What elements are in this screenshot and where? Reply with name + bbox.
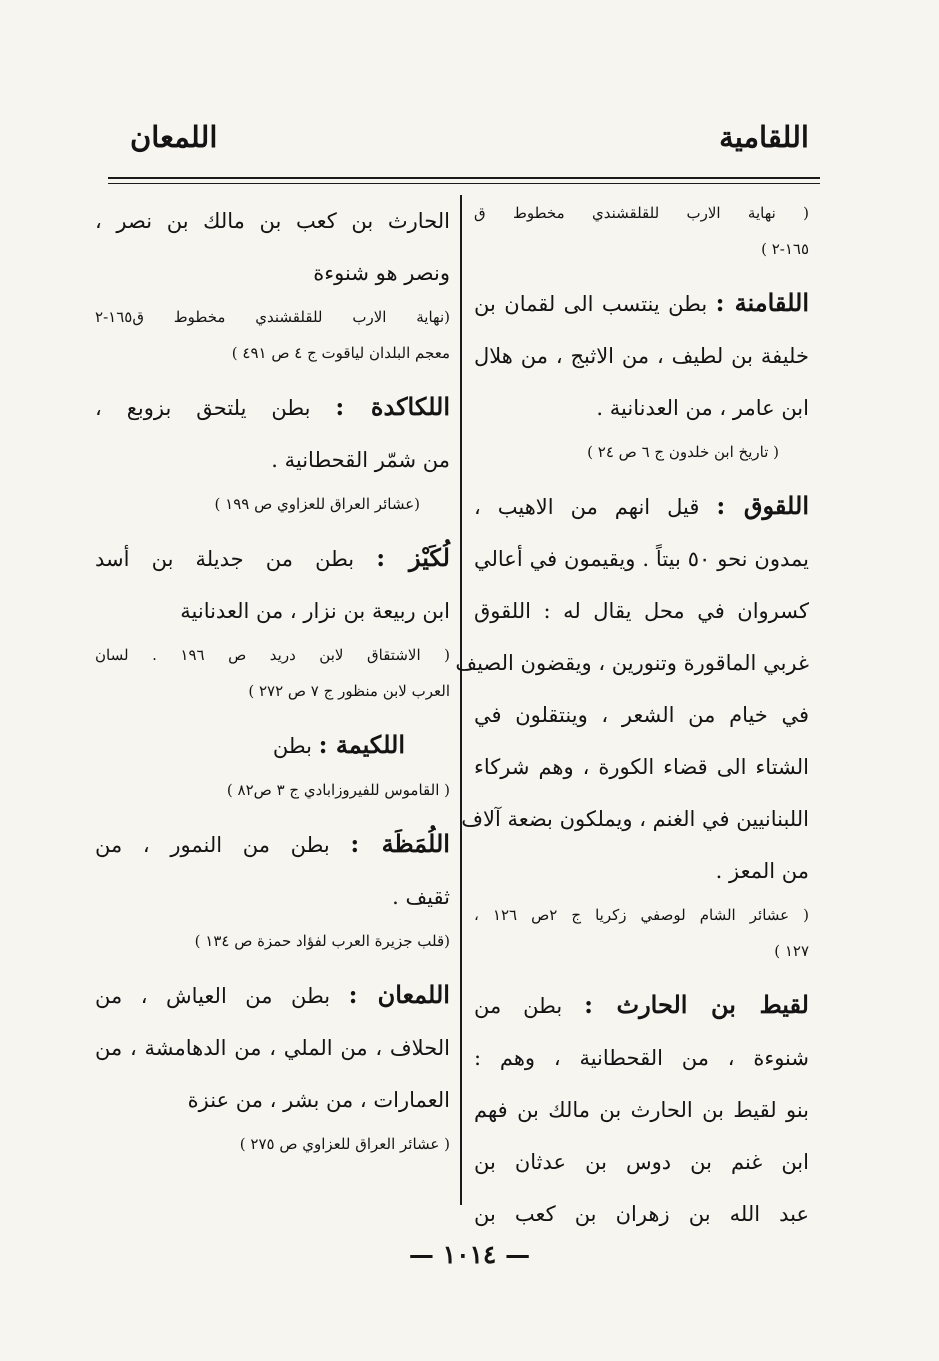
- entry-luqamna: [474, 277, 809, 470]
- entry-line: ونصر هو شنوءة: [313, 261, 450, 285]
- entry-lukayz: [95, 532, 450, 709]
- entry-line: عبد الله بن زهران بن كعب بن: [474, 1202, 809, 1226]
- entry-line: ابن غنم بن دوس بن عدثان بن: [474, 1150, 809, 1174]
- entry-line: بطن: [272, 734, 312, 758]
- entry-head: اللكيمة :: [318, 730, 405, 759]
- entry-line: الحلاف ، من الملي ، من الدهامشة ، من: [95, 1036, 450, 1060]
- source-line: (قلب جزيرة العرب لفؤاد حمزة ص ١٣٤ ): [194, 932, 450, 950]
- entry-line: شنوءة ، من القحطانية ، وهم :: [474, 1046, 809, 1070]
- entry-line: بطن من النمور ، من: [95, 833, 330, 857]
- entry-lamaan: [95, 969, 450, 1162]
- entry-head: اللمعان :: [348, 980, 450, 1009]
- entry-line: بطن يلتحق بزوبع ،: [95, 396, 311, 420]
- entry-lumaza: [95, 818, 450, 959]
- entry-line: غربي الماقورة وتنورين ، ويقضون الصيف: [455, 651, 809, 675]
- entry-head: اللُمَظَة :: [350, 829, 450, 858]
- entry-head: اللقوق :: [716, 491, 809, 520]
- source-citation: [474, 195, 809, 267]
- header-rule: [108, 177, 820, 179]
- running-header-right: اللقامية: [719, 120, 809, 154]
- entry-line: كسروان في محل يقال له : اللقوق: [474, 599, 809, 623]
- page-number: — ١٠١٤ —: [408, 1240, 531, 1269]
- source-line: معجم البلدان لياقوت ج ٤ ص ٤٩١ ): [231, 344, 450, 362]
- entry-line: خليفة بن لطيف ، من الاثبج ، من هلال: [474, 344, 809, 368]
- entry-line: اللبنانيين في الغنم ، ويملكون بضعة آلاف: [461, 807, 809, 831]
- entry-line: بطن من العياش ، من: [95, 984, 331, 1008]
- entry-line: في خيام من الشعر ، وينتقلون في: [474, 703, 809, 727]
- entry-line: ابن عامر ، من العدنانية .: [596, 396, 809, 420]
- source-line: ( عشائر الشام لوصفي زكريا ج ٢ص ١٢٦ ،: [474, 906, 810, 924]
- entry-line: يمدون نحو ٥٠ بيتاً . ويقيمون في أعالي: [474, 547, 809, 571]
- header-rule-thin: [108, 183, 820, 184]
- entry-head: اللكاكدة :: [335, 392, 450, 421]
- entry-head: اللقامنة :: [715, 288, 809, 317]
- source-line: ١٢٧ ): [774, 942, 809, 960]
- entry-line: ابن ربيعة بن نزار ، من العدنانية: [180, 599, 450, 623]
- entry-line: ثقيف .: [392, 885, 450, 909]
- entry-laqit: [474, 979, 809, 1240]
- source-line: ( نهاية الارب للقلقشندي مخطوط ق: [474, 204, 809, 222]
- source-line: (عشائر العراق للعزاوي ص ١٩٩ ): [214, 495, 420, 513]
- left-column: [95, 195, 450, 1172]
- running-header-left: اللمعان: [130, 120, 218, 154]
- entry-luquq: [455, 480, 810, 969]
- entry-line: بطن من: [474, 994, 563, 1018]
- entry-line: من المعز .: [715, 859, 809, 883]
- right-column: [455, 195, 810, 1250]
- entry-line: بطن ينتسب الى لقمان بن: [474, 292, 708, 316]
- entry-line: بنو لقيط بن الحارث بن مالك بن فهم: [474, 1098, 809, 1122]
- entry-line: الشتاء الى قضاء الكورة ، وهم شركاء: [474, 755, 809, 779]
- entry-line: قيل انهم من الاهيب ،: [474, 495, 700, 519]
- entry-line: من شمّر القحطانية .: [271, 448, 450, 472]
- source-line: العرب لابن منظور ج ٧ ص ٢٧٢ ): [248, 682, 450, 700]
- entry-line: بطن من جديلة بن أسد: [95, 547, 355, 571]
- source-line: ١٦٥-٢ ): [761, 240, 809, 258]
- source-line: (نهاية الارب للقلقشندي مخطوط ق١٦٥-٢: [95, 308, 450, 326]
- entry-head: لُكَيْز :: [376, 543, 450, 572]
- entry-lukayma: [95, 719, 450, 808]
- entry-head: لقيط بن الحارث :: [584, 990, 809, 1019]
- column-divider: [460, 195, 462, 1205]
- entry-line: الحارث بن كعب بن مالك بن نصر ،: [95, 209, 450, 233]
- entry-line: العمارات ، من بشر ، من عنزة: [187, 1088, 450, 1112]
- source-line: ( تاريخ ابن خلدون ج ٦ ص ٢٤ ): [587, 443, 779, 461]
- entry-continuation: [95, 195, 450, 371]
- source-line: ( الاشتقاق لابن دريد ص ١٩٦ . لسان: [95, 646, 451, 664]
- source-line: ( القاموس للفيروزابادي ج ٣ ص٨٢ ): [226, 781, 450, 799]
- source-line: ( عشائر العراق للعزاوي ص ٢٧٥ ): [239, 1135, 450, 1153]
- entry-lakakida: [95, 381, 450, 522]
